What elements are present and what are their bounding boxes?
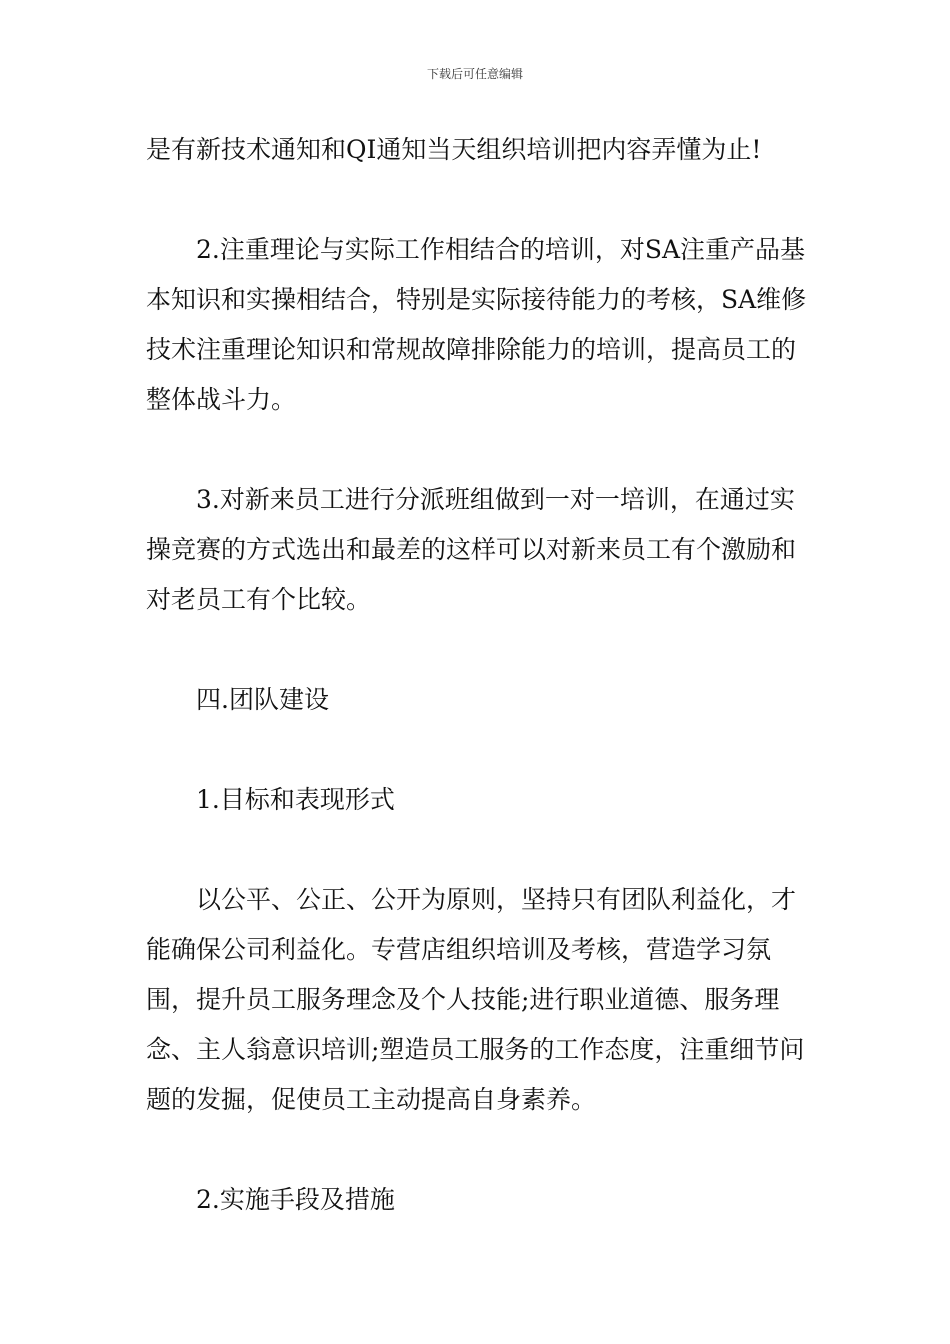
paragraph-item-2: 2.注重理论与实际工作相结合的培训，对SA注重产品基本知识和实操相结合，特别是实际接待能力的考核，SA维修技术注重理论知识和常规故障排除能力的培训，提高员工的整体战斗力。 bbox=[146, 235, 807, 414]
subheading-goals: 1.目标和表现形式 bbox=[196, 785, 395, 814]
section-heading-team-building: 四.团队建设 bbox=[196, 685, 329, 714]
paragraph-continued: 是有新技术通知和QI通知当天组织培训把内容弄懂为止! bbox=[146, 135, 762, 164]
page-header: 下载后可任意编辑 bbox=[426, 67, 523, 81]
paragraph-item-3: 3.对新来员工进行分派班组做到一对一培训，在通过实操竞赛的方式选出和最差的这样可以对新来员工有个激励和对老员工有个比较。 bbox=[146, 485, 797, 614]
document-body bbox=[146, 125, 816, 1225]
paragraph-goals-body: 以公平、公正、公开为原则，坚持只有团队利益化，才能确保公司利益化。专营店组织培训及考核，营造学习氛围，提升员工服务理念及个人技能;进行职业道德、服务理念、主人翁意识培训;塑造员工服务的工作态度，注重细节问题的发掘，促使员工主动提高自身素养。 bbox=[146, 885, 805, 1114]
subheading-measures: 2.实施手段及措施 bbox=[196, 1185, 395, 1214]
